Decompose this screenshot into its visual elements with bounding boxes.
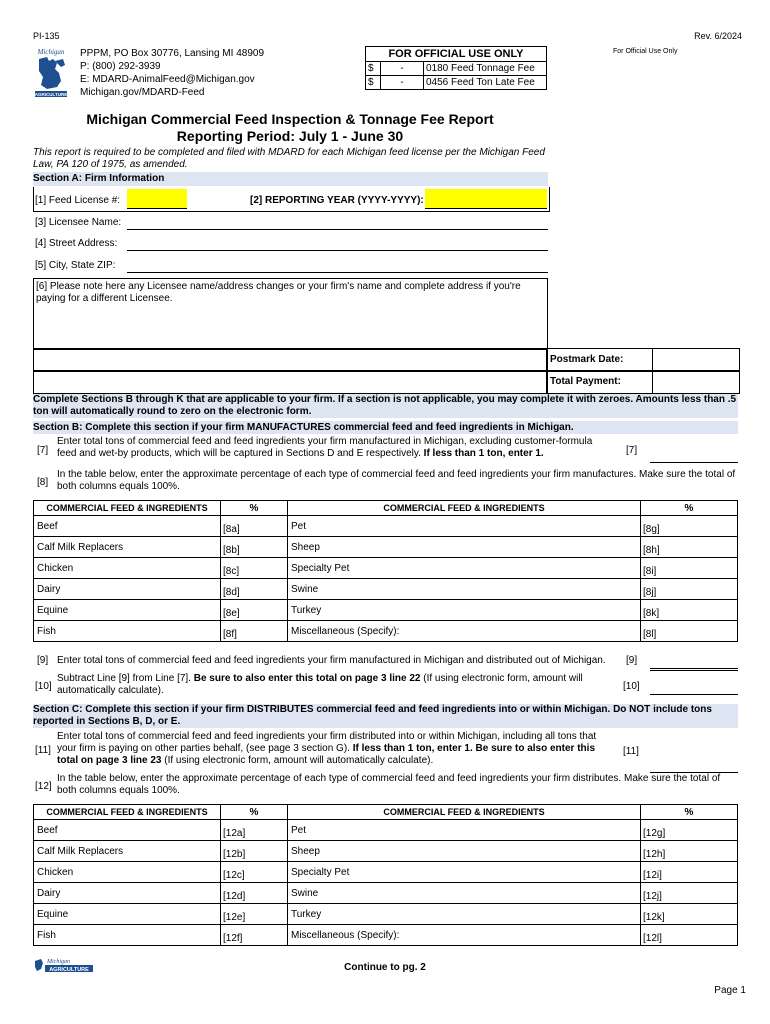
field-tag: [12d] [223,891,246,902]
feed-type-label: Dairy [34,579,221,600]
percent-input-12c[interactable] [221,862,288,883]
feed-license-input[interactable] [127,189,187,209]
table-row [34,600,738,621]
intro-text: This report is required to be completed and filed with MDARD for each Michigan feed license per the Michigan Feed Law, PA 120 of 1975, as amended. [33,147,545,170]
feed-type-label: Sheep [288,841,641,862]
reporting-period: Reporting Period: July 1 - June 30 [176,128,404,144]
complete-sections-note: Complete Sections B through K that are applicable to your firm. If a section is not applicable, you may complete it with zeroes. Amounts less than .5 ton will automatically round to zero on the electronic form. [33,394,737,417]
percent-input-8b[interactable] [221,537,288,558]
percent-input-8e[interactable] [221,600,288,621]
feed-type-label: Pet [288,820,641,841]
feed-type-label: Chicken [34,862,221,883]
feed-type-label: Beef [34,516,221,537]
percent-input-12e[interactable] [221,904,288,925]
svg-text:AGRICULTURE: AGRICULTURE [49,967,89,973]
percent-input-12d[interactable] [221,883,288,904]
city-state-zip-input[interactable] [127,256,548,273]
line-8-number: [8] [37,477,49,488]
feed-type-label: Miscellaneous (Specify): [288,621,641,642]
table-row [34,516,738,537]
feed-type-label: Miscellaneous (Specify): [288,925,641,946]
section-a-header: Section A: Firm Information [33,172,548,186]
line-11-input[interactable] [650,756,738,773]
line-7-tag: [7] [626,445,638,456]
feed-type-label: Swine [288,579,641,600]
percent-header: % [641,501,738,516]
field-tag: [8k] [643,608,660,619]
svg-text:Michigan: Michigan [47,959,70,965]
feed-type-label: Turkey [288,904,641,925]
line-11-tag: [11] [623,746,639,757]
line-7-text: Enter total tons of commercial feed and feed ingredients your firm manufactured in Michigan, excluding customer-formula [57,436,593,447]
line-11-instruction: total on page 3 line 23 [57,755,162,766]
line-9-tag: [9] [626,655,638,666]
feed-type-label: Chicken [34,558,221,579]
field-tag: [8f] [223,629,237,640]
line-10-number: [10] [35,681,52,692]
percent-input-12f[interactable] [221,925,288,946]
table-row [34,820,738,841]
website-link[interactable]: Michigan.gov/MDARD-Feed [80,87,205,98]
percent-header: % [221,501,288,516]
field-tag: [12e] [223,912,246,923]
line-11-number: [11] [35,745,51,756]
line-7-text: feed and wet-by products, which will be captured in Sections D and E respectively. [57,448,424,459]
line-11-text: Enter total tons of commercial feed and feed ingredients your firm distributed into or within Michigan, including all tons that [57,731,597,742]
line-7-instruction: If less than 1 ton, enter 1. [423,448,544,459]
field-tag: [12g] [643,828,666,839]
tonnage-fee-label: 0180 Feed Tonnage Fee [426,63,535,74]
line-10-tag: [10] [623,681,640,692]
field-tag: [8c] [223,566,240,577]
field-tag: [12l] [643,933,662,944]
line-12-number: [12] [35,781,52,792]
feed-type-label: Calf Milk Replacers [34,841,221,862]
percent-header: % [221,805,288,820]
late-fee-value: - [381,76,424,89]
line-7-input[interactable] [650,446,738,463]
percent-input-12h[interactable] [641,841,738,862]
field-tag: [12k] [643,912,665,923]
field-tag: [8d] [223,587,240,598]
address-changes-extra[interactable] [33,348,548,372]
page-number: Page 1 [714,985,746,996]
line-9-number: [9] [37,655,49,666]
form-id: PI-135 [33,31,60,41]
percent-input-8h[interactable] [641,537,738,558]
late-fee-label: 0456 Feed Ton Late Fee [426,77,535,88]
form-title: Michigan Commercial Feed Inspection & Tonnage Fee Report [86,111,494,127]
percent-input-8k[interactable] [641,600,738,621]
line-10-text: (If using electronic form, amount will automatically calculate). [57,673,583,696]
column-header: COMMERCIAL FEED & INGREDIENTS [288,501,641,516]
percent-header: % [641,805,738,820]
licensee-name-label: [3] Licensee Name: [35,217,122,228]
mdard-logo [33,47,69,101]
feed-type-label: Equine [34,600,221,621]
table-row [34,537,738,558]
line-12-text: In the table below, enter the approximate percentage of each type of commercial feed and feed ingredients your firm distributes. Make sure the total of both columns equals 100%. [57,773,721,796]
line-11-instruction: If less than 1 ton, enter 1. Be sure to also enter this [352,743,596,754]
percent-input-12k[interactable] [641,904,738,925]
percent-input-8c[interactable] [221,558,288,579]
street-address-input[interactable] [127,234,548,251]
feed-type-label: Equine [34,904,221,925]
section-c-table [33,804,738,946]
svg-text:AGRICULTURE: AGRICULTURE [34,92,68,97]
street-address-label: [4] Street Address: [35,238,118,249]
table-row [34,579,738,600]
official-title: FOR OFFICIAL USE ONLY [365,46,547,61]
field-tag: [8e] [223,608,240,619]
table-row [34,925,738,946]
percent-input-8g[interactable] [641,516,738,537]
official-use-note: For Official Use Only [613,48,678,55]
field-tag: [12f] [223,933,243,944]
section-b-header: Section B: Complete this section if your firm MANUFACTURES commercial feed and feed ingredients in Michigan. [33,421,738,434]
line-10-input[interactable] [650,678,738,695]
total-payment-field[interactable] [546,370,740,394]
field-tag: [12h] [643,849,666,860]
field-tag: [8b] [223,545,240,556]
reporting-year-label: [2] REPORTING YEAR (YYYY-YYYY): [250,195,424,206]
line-7-number: [7] [37,445,49,456]
svg-text:Michigan: Michigan [37,48,65,56]
percent-input-8f[interactable] [221,621,288,642]
field-tag: [12j] [643,891,662,902]
column-header: COMMERCIAL FEED & INGREDIENTS [34,501,221,516]
feed-type-label: Fish [34,621,221,642]
table-row [34,862,738,883]
field-tag: [8a] [223,524,240,535]
percent-input-12b[interactable] [221,841,288,862]
column-header: COMMERCIAL FEED & INGREDIENTS [34,805,221,820]
reporting-year-input[interactable] [425,189,547,209]
currency-sign: $ [366,62,381,75]
line-10-instruction: Be sure to also enter this total on page 3 line 22 [193,673,421,684]
percent-input-12i[interactable] [641,862,738,883]
licensee-name-input[interactable] [127,213,548,230]
postmark-field[interactable] [546,348,740,372]
line-8-text: In the table below, enter the approximate percentage of each type of commercial feed and feed ingredients your firm manufactures. Make sure the total of both columns equals 100%. [57,469,736,492]
feed-type-label: Beef [34,820,221,841]
email-link[interactable]: E: MDARD-AnimalFeed@Michigan.gov [80,74,255,85]
continue-note: Continue to pg. 2 [344,962,426,973]
line-9-input[interactable] [650,654,738,669]
percent-input-8d[interactable] [221,579,288,600]
postmark-label: Postmark Date: [550,354,624,365]
percent-input-12j[interactable] [641,883,738,904]
percent-input-8l[interactable] [641,621,738,642]
field-tag: [12a] [223,828,246,839]
feed-type-label: Sheep [288,537,641,558]
percent-input-8i[interactable] [641,558,738,579]
percent-input-12g[interactable] [641,820,738,841]
table-row [34,841,738,862]
field-tag: [8g] [643,524,660,535]
feed-type-label: Pet [288,516,641,537]
percent-input-12a[interactable] [221,820,288,841]
feed-type-label: Specialty Pet [288,862,641,883]
section-c-header: Section C: Complete this section if your firm DISTRIBUTES commercial feed and feed ingredients into or within Michigan. Do NOT include tons reported in Sections B, D, or E. [33,704,738,728]
official-use-box [365,46,547,90]
line-11-text: your firm is paying on other parties behalf, (see page 3 section G). [57,743,353,754]
field-tag: [8h] [643,545,660,556]
feed-type-label: Fish [34,925,221,946]
percent-input-8j[interactable] [641,579,738,600]
feed-type-label: Turkey [288,600,641,621]
address-changes-textarea[interactable] [33,278,548,350]
table-row [34,621,738,642]
total-payment-label: Total Payment: [550,376,621,387]
city-state-zip-label: [5] City, State ZIP: [35,260,116,271]
revision: Rev. 6/2024 [694,31,742,41]
field-tag: [12b] [223,849,246,860]
address-changes-extra[interactable] [33,370,548,394]
field-tag: [8j] [643,587,657,598]
field-tag: [12c] [223,870,245,881]
feed-type-label: Swine [288,883,641,904]
section-b-table [33,500,738,642]
field-tag: [8i] [643,566,657,577]
line-11-text: (If using electronic form, amount will automatically calculate). [161,755,434,766]
address-changes-label: [6] Please note here any Licensee name/address changes or your firm's name and complete address if you're paying for a different Licensee. [36,281,521,304]
column-header: COMMERCIAL FEED & INGREDIENTS [288,805,641,820]
field-tag: [8l] [643,629,657,640]
address-line: PPPM, PO Box 30776, Lansing MI 48909 [80,48,264,59]
line-9-text: Enter total tons of commercial feed and feed ingredients your firm manufactured in Michigan and distributed out of Michigan. [57,655,606,666]
field-tag: [12i] [643,870,662,881]
tonnage-fee-value: - [381,62,424,75]
currency-sign: $ [366,76,381,89]
table-row [34,558,738,579]
feed-type-label: Specialty Pet [288,558,641,579]
phone: P: (800) 292-3939 [80,61,161,72]
table-row [34,883,738,904]
percent-input-8a[interactable] [221,516,288,537]
feed-type-label: Calf Milk Replacers [34,537,221,558]
line-10-text: Subtract Line [9] from Line [7]. [57,673,194,684]
feed-license-label: [1] Feed License #: [35,195,121,206]
percent-input-12l[interactable] [641,925,738,946]
feed-type-label: Dairy [34,883,221,904]
table-row [34,904,738,925]
